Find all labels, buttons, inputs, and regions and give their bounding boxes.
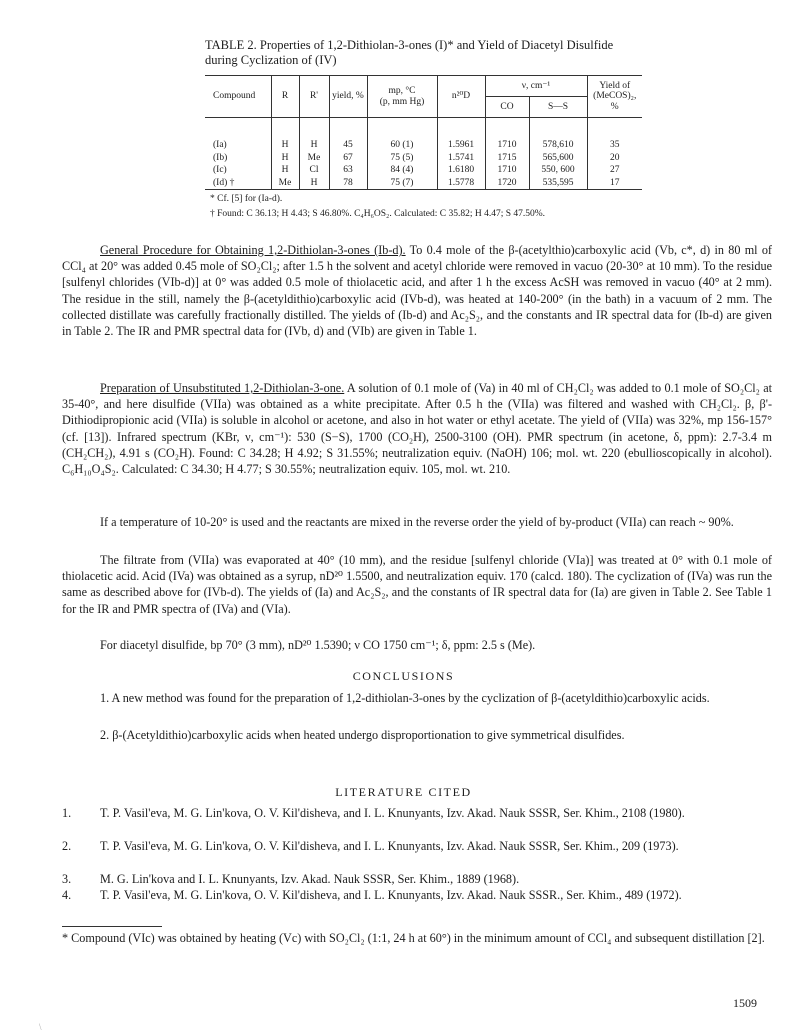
- general-procedure-paragraph: [62, 242, 772, 339]
- cell-yield: 78: [329, 177, 367, 190]
- general-procedure-text: To 0.4 mole of the β-(acetylthio)carboxylic acid (Vb, c*, d) in 80 ml of CCl₄ at 20° was added 0.45 mole of SO₂Cl₂; after 1.5 h the solvent and acetyl chloride were removed in vacuo (20-30° at 10 mm). To the residue [sulfenyl chlorides (VIb-d)] at 0° was added 0.5 mole of thiolacetic acid, and after 1 h the excess AcSH was removed in vacuo (40° at 2 mm). The residue in the still, namely the β-(acetyldithio)carboxylic acid (IVb-d), was heated at 140-200° (in the bath) in a vacuum of 2 mm. The collected distillate was carefully fractionally distilled. The yields of (Ib-d) and Ac₂S₂, and the constants and IR spectral data for (Ib-d) are given in Table 2. The IR and PMR spectral data for (IVb, d) and (VIb) are given in Table 1.: [62, 243, 772, 339]
- cell-mecos: 17: [587, 177, 642, 190]
- cell-compound: (Ib): [213, 152, 228, 163]
- cell-co: 1710: [485, 118, 529, 152]
- header-yield-mecos-line1: Yield of: [599, 80, 631, 91]
- cell-mecos: 35: [587, 118, 642, 152]
- reference-item: [62, 838, 772, 854]
- header-mp: [367, 76, 437, 118]
- table-row: [205, 152, 642, 165]
- cell-r: H: [271, 152, 299, 165]
- cell-r: H: [271, 164, 299, 177]
- cell-ss: 535,595: [529, 177, 587, 190]
- table-2: [205, 75, 642, 190]
- cell-nd: 1.6180: [437, 164, 485, 177]
- cell-r-prime: H: [299, 177, 329, 190]
- literature-heading: LITERATURE CITED: [335, 785, 472, 799]
- reference-text: T. P. Vasil'eva, M. G. Lin'kova, O. V. Kil'disheva, and I. L. Knunyants, Izv. Akad. Nauk SSSR, Ser. Khim., 209 (1973).: [100, 839, 679, 853]
- header-yield-mecos: [587, 76, 642, 118]
- header-nd: n²⁰D: [437, 76, 485, 118]
- cell-mecos: 27: [587, 164, 642, 177]
- table-row: [205, 118, 642, 152]
- temperature-paragraph: If a temperature of 10-20° is used and the reactants are mixed in the reverse order the yield of by-product (VIIa) can reach ~ 90%.: [100, 515, 734, 529]
- table-footnote-star: * Cf. [5] for (Ia-d).: [210, 194, 283, 204]
- header-compound: Compound: [213, 91, 256, 102]
- cell-mp: 75 (5): [367, 152, 437, 165]
- table-footnote-dagger: † Found: C 36.13; H 4.43; S 46.80%. C₄H₆OS₂. Calculated: C 35.82; H 4.47; S 47.50%.: [210, 209, 546, 219]
- cell-ss: 565,600: [529, 152, 587, 165]
- header-yield-mecos-line3: %: [610, 101, 619, 112]
- header-yield-mecos-line2: (MeCOS)₂,: [593, 91, 637, 102]
- cell-r: Me: [271, 177, 299, 190]
- page-number: 1509: [733, 996, 757, 1010]
- preparation-title: Preparation of Unsubstituted 1,2-Dithiolan-3-one.: [100, 381, 345, 395]
- header-mp-line2: (p, mm Hg): [379, 96, 425, 107]
- cell-nd: 1.5741: [437, 152, 485, 165]
- filtrate-paragraph: The filtrate from (VIIa) was evaporated at 40° (10 mm), and the residue [sulfenyl chloride (VIa)] was treated at 0° with 0.1 mole of thiolacetic acid. Acid (IVa) was obtained as a syrup, nD²⁰ 1.5500, and neutralization equiv. 170 (calcd. 180). The cyclization of (IVa) was run the same as described above for (IVb-d). The yields of (Ia) and Ac₂S₂, and the constants of IR spectral data for (Ia) are given in Table 2. See Table 1 for the IR and PMR spectra of (IVa) and (VIa).: [62, 553, 772, 616]
- cell-r-prime: Me: [299, 152, 329, 165]
- header-ir-co: CO: [485, 97, 529, 118]
- conclusions-heading: CONCLUSIONS: [352, 669, 455, 683]
- cell-yield: 67: [329, 152, 367, 165]
- header-r: R: [271, 76, 299, 118]
- reference-text: M. G. Lin'kova and I. L. Knunyants, Izv. Akad. Nauk SSSR, Ser. Khim., 1889 (1968).: [100, 872, 520, 886]
- cell-compound: (Ia): [213, 140, 227, 150]
- reference-text: T. P. Vasil'eva, M. G. Lin'kova, O. V. Kil'disheva, and I. L. Knunyants, Izv. Akad. Nauk SSSR, Ser. Khim., 2108 (1980).: [100, 806, 685, 820]
- header-ir-ss: S—S: [529, 97, 587, 118]
- reference-item: [62, 887, 772, 903]
- cell-r: H: [271, 118, 299, 152]
- cell-r-prime: Cl: [299, 164, 329, 177]
- header-r-prime: R': [299, 76, 329, 118]
- cell-mecos: 20: [587, 152, 642, 165]
- cell-compound: (Ic): [213, 165, 227, 175]
- preparation-text: A solution of 0.1 mole of (Va) in 40 ml of CH₂Cl₂ was added to 0.1 mole of SO₂Cl₂ at 35-40°, and here disulfide (VIIa) was obtained as a white precipitate. After 0.5 h the (VIIa) was filtered and washed with CH₂Cl₂. β, β'-Dithiodipropionic acid (VIIa) is soluble in alcohol or acetone, and also in hot water or ethyl acetate. The yield of (VIIa) was 32%, mp 156-157° (cf. [13]). Infrared spectrum (KBr, ν, cm⁻¹): 530 (S−S), 1700 (CO₂H), 2500-3100 (OH). PMR spectrum (in acetone, δ, ppm): 2.7-3.4 m (CH₂CH₂), 4.91 s (CO₂H). Found: C 34.28; H 4.92; S 31.55%; neutralization equiv. (NaOH) 106; mol. wt. 220 (ebullioscopically in alcohol). C₆H₁₀O₄S₂. Calculated: C 34.30; H 4.77; S 30.55%; neutralization equiv. 105, mol. wt. 210.: [62, 381, 772, 477]
- conclusion-item: 2. β-(Acetyldithio)carboxylic acids when heated undergo disproportionation to give symmetrical disulfides.: [100, 728, 625, 742]
- reference-number: 2.: [62, 839, 72, 853]
- diacetyl-paragraph: For diacetyl disulfide, bp 70° (3 mm), nD²⁰ 1.5390; ν CO 1750 cm⁻¹; δ, ppm: 2.5 s (Me).: [100, 638, 536, 652]
- cell-co: 1720: [485, 177, 529, 190]
- cell-mp: 75 (7): [367, 177, 437, 190]
- reference-text: T. P. Vasil'eva, M. G. Lin'kova, O. V. Kil'disheva, and I. L. Knunyants, Izv. Akad. Nauk SSSR., Ser. Khim., 489 (1972).: [100, 888, 682, 902]
- cell-mp: 84 (4): [367, 164, 437, 177]
- reference-number: 1.: [62, 806, 72, 820]
- cell-yield: 63: [329, 164, 367, 177]
- preparation-paragraph: [62, 380, 772, 477]
- header-yield: yield, %: [329, 76, 367, 118]
- header-mp-line1: mp, °C: [388, 86, 416, 96]
- footnote-rule: [62, 926, 162, 927]
- conclusion-item: 1. A new method was found for the preparation of 1,2-dithiolan-3-ones by the cyclization of β-(acetyldithio)carboxylic acids.: [100, 691, 710, 705]
- cell-nd: 1.5961: [437, 118, 485, 152]
- table-row: [205, 177, 642, 190]
- reference-number: 4.: [62, 888, 72, 902]
- footnote: * Compound (VIc) was obtained by heating (Vc) with SO₂Cl₂ (1:1, 24 h at 60°) in the minimum amount of CCl₄ and subsequent distillation [2].: [62, 931, 765, 945]
- cell-co: 1715: [485, 152, 529, 165]
- cell-r-prime: H: [299, 118, 329, 152]
- cell-co: 1710: [485, 164, 529, 177]
- cell-mp: 60 (1): [367, 118, 437, 152]
- reference-number: 3.: [62, 872, 72, 886]
- table-caption: TABLE 2. Properties of 1,2-Dithiolan-3-ones (I)* and Yield of Diacetyl Disulfide during Cyclization of (IV): [205, 38, 614, 67]
- reference-item: [62, 805, 772, 821]
- cell-compound: (Id) †: [213, 177, 235, 188]
- cell-yield: 45: [329, 118, 367, 152]
- header-ir: ν, cm⁻¹: [485, 76, 587, 97]
- cell-ss: 550, 600: [529, 164, 587, 177]
- reference-item: [62, 871, 772, 887]
- general-procedure-title: General Procedure for Obtaining 1,2-Dithiolan-3-ones (Ib-d).: [100, 243, 406, 257]
- cell-ss: 578,610: [529, 118, 587, 152]
- scan-edge-mark: \: [39, 1022, 42, 1032]
- cell-nd: 1.5778: [437, 177, 485, 190]
- table-row: [205, 164, 642, 177]
